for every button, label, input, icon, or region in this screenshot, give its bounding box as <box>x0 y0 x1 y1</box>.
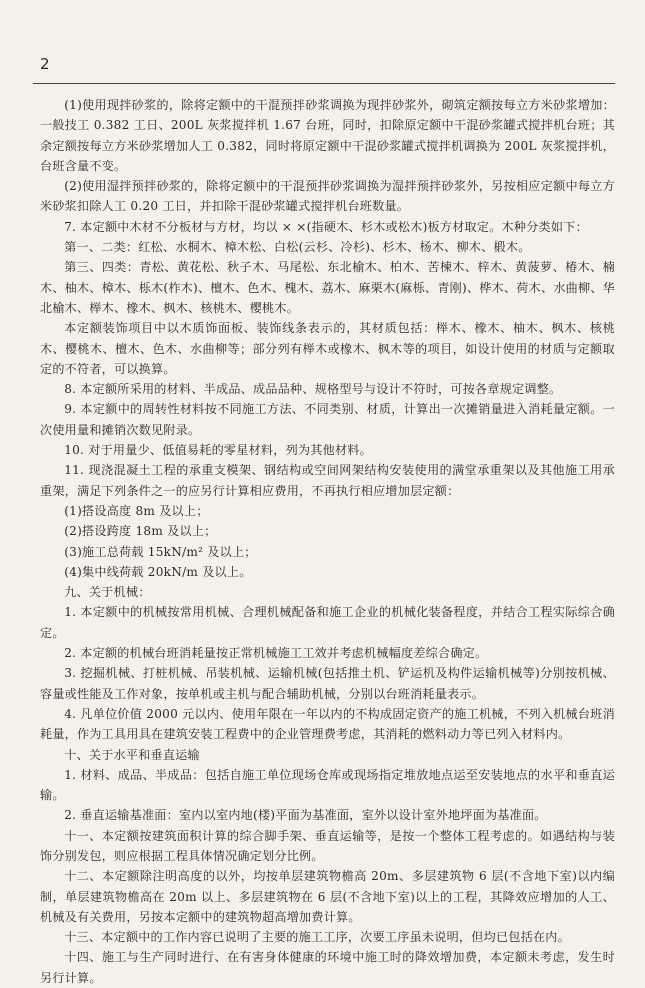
paragraph-timber-class-3-4: 第三、四类：青松、黄花松、秋子木、马尾松、东北榆木、柏木、苦楝木、梓木、黄菠萝、椿木、楠木、柚木、樟木、栎木(柞木)、檀木、色木、槐木、荔木、麻栗木(麻栎、青刚)、桦木、荷木、水曲柳、华北榆木、榉木、橡木、枫木、核桃木、樱桃木。 <box>40 260 615 315</box>
section-heading-transport: 十、关于水平和垂直运输 <box>64 747 200 762</box>
paragraph-section-14: 十四、施工与生产同时进行、在有害身体健康的环境中施工时的降效增加费，本定额未考虑，发生时另行计算。 <box>40 950 615 985</box>
section-heading-machinery: 九、关于机械： <box>64 585 151 600</box>
header-divider <box>33 83 615 84</box>
paragraph-mortar-1: (1)使用现拌砂浆的，除将定额中的干混预拌砂浆调换为现拌砂浆外，砌筑定额按每立方米砂浆增加：一般技工 0.382 工日、200L 灰浆搅拌机 1.67 台班，同时，扣除原定额中干混砂浆罐式搅拌机台班；其余定额按每立方米砂浆增加人工 0.382，同时将原定额中干混砂浆罐式搅拌机调换为 200L 灰浆搅拌机，台班含量不变。 <box>40 98 615 173</box>
paragraph-mortar-2: (2)使用湿拌预拌砂浆的，除将定额中的干混预拌砂浆调换为湿拌预拌砂浆外，另按相应定额中每立方米砂浆扣除人工 0.20 工日，并扣除干混砂浆罐式搅拌机台班数量。 <box>40 179 615 214</box>
document-body <box>40 95 615 988</box>
paragraph-item-9: 9. 本定额中的周转性材料按不同施工方法、不同类别、材质，计算出一次摊销量进入消耗量定额。一次使用量和摊销次数见附录。 <box>40 402 615 437</box>
paragraph-timber-7: 7. 本定额中木材不分板材与方材，均以 × ×(指硬木、杉木或松木)板方材取定。木种分类如下： <box>64 219 588 234</box>
paragraph-machinery-2: 2. 本定额的机械台班消耗量按正常机械施工工效并考虑机械幅度差综合确定。 <box>64 646 488 661</box>
paragraph-item-10: 10. 对于用量少、低值易耗的零星材料，列为其他材料。 <box>64 443 372 458</box>
condition-span: (2)搭设跨度 18m 及以上； <box>64 524 217 539</box>
paragraph-item-8: 8. 本定额所采用的材料、半成品、成品品种、规格型号与设计不符时，可按各章规定调整。 <box>64 382 562 397</box>
paragraph-machinery-4: 4. 凡单位价值 2000 元以内、使用年限在一年以内的不构成固定资产的施工机械，不列入机械台班消耗量，作为工具用具在建筑安装工程费中的企业管理费考虑，其消耗的燃料动力等已列入材料内。 <box>40 706 615 742</box>
paragraph-section-11: 十一、本定额按建筑面积计算的综合脚手架、垂直运输等，是按一个整体工程考虑的。如遇结构与装饰分别发包，则应根据工程具体情况确定划分比例。 <box>40 828 615 863</box>
paragraph-timber-class-1-2: 第一、二类：红松、水桐木、樟木松、白松(云杉、冷杉)、杉木、杨木、柳木、椴木。 <box>64 240 531 255</box>
paragraph-item-11: 11. 现浇混凝土工程的承重支模架、钢结构或空间网架结构安装使用的满堂承重架以及其他施工用承重架，满足下列条件之一的应另行计算相应费用，不再执行相应增加层定额： <box>40 463 615 498</box>
paragraph-transport-1: 1. 材料、成品、半成品：包括自施工单位现场仓库或现场指定堆放地点运至安装地点的水平和垂直运输。 <box>40 767 615 803</box>
paragraph-machinery-1: 1. 本定额中的机械按常用机械、合理机械配备和施工企业的机械化装备程度，并结合工程实际综合确定。 <box>40 605 615 640</box>
paragraph-decor-timber: 本定额装饰项目中以木质饰面板、装饰线条表示的，其材质包括：榉木、橡木、柚木、枫木、核桃木、樱桃木、檀木、色木、水曲柳等；部分列有榉木或橡木、枫木等的项目，如设计使用的材质与定额取定的不符者，可以换算。 <box>40 321 615 376</box>
page-number: 2 <box>40 55 50 73</box>
paragraph-section-13: 十三、本定额中的工作内容已说明了主要的施工工序，次要工序虽未说明，但均已包括在内。 <box>64 930 570 945</box>
condition-total-load: (3)施工总荷载 15kN/m² 及以上； <box>64 544 257 559</box>
condition-line-load: (4)集中线荷载 20kN/m 及以上。 <box>64 564 252 579</box>
paragraph-transport-2: 2. 垂直运输基准面：室内以室内地(楼)平面为基准面，室外以设计室外地坪面为基准面。 <box>64 808 547 823</box>
condition-height: (1)搭设高度 8m 及以上； <box>64 503 209 518</box>
paragraph-section-12: 十二、本定额除注明高度的以外，均按单层建筑物檐高 20m、多层建筑物 6 层(不含地下室)以内编制，单层建筑物檐高在 20m 以上、多层建筑物在 6 层(不含地下室)以上的工程，其降效应增加的人工、机械及有关费用，另按本定额中的建筑物超高增加费计算。 <box>40 869 615 924</box>
paragraph-machinery-3: 3. 挖掘机械、打桩机械、吊装机械、运输机械(包括推土机、铲运机及构件运输机械等)分别按机械、容量或性能及工作对象，按单机或主机与配合辅助机械，分别以台班消耗量表示。 <box>40 666 615 701</box>
